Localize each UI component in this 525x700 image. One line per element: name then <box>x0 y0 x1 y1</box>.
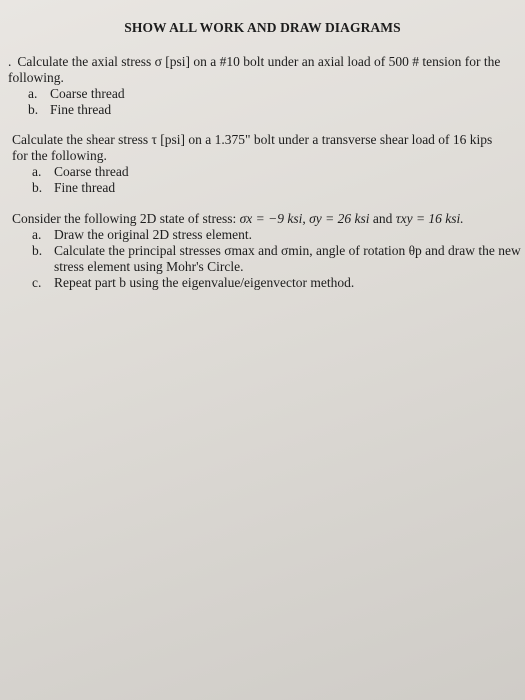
item-text: Calculate the principal stresses σmax and σmin, angle of rotation θp and draw the new stress element using Mohr's Circle. <box>54 243 521 274</box>
item-label: b. <box>32 243 43 258</box>
question-3-item-c <box>12 275 522 291</box>
item-text: Fine thread <box>50 102 112 117</box>
page-title: SHOW ALL WORK AND DRAW DIAGRAMS <box>124 20 401 35</box>
item-text: Coarse thread <box>54 164 129 179</box>
question-1-item-a <box>8 86 518 102</box>
sigma-x-value: σx = −9 ksi <box>239 211 303 226</box>
question-1 <box>8 54 518 118</box>
question-1-line-1: Calculate the axial stress σ [psi] on a #10 bolt under an axial load of 500 # tension for the <box>17 54 501 69</box>
question-3-intro-prefix: Consider the following 2D state of stress: <box>12 211 240 226</box>
question-3-item-a <box>12 227 522 243</box>
item-label: b. <box>28 102 39 117</box>
question-3 <box>12 211 522 291</box>
question-3-item-b <box>12 243 522 275</box>
item-text: Fine thread <box>54 180 116 195</box>
item-text: Coarse thread <box>50 86 125 101</box>
tau-xy-value: τxy = 16 ksi. <box>395 211 464 226</box>
sigma-y-value: σy = 26 ksi <box>309 211 370 226</box>
question-1-marker: . <box>8 54 12 69</box>
question-1-item-b <box>8 102 518 118</box>
item-text: Repeat part b using the eigenvalue/eigenvector method. <box>54 275 355 290</box>
item-label: b. <box>32 180 43 195</box>
question-2-item-b <box>12 180 517 196</box>
item-label: c. <box>32 275 42 290</box>
item-label: a. <box>32 227 42 242</box>
question-1-line-2: following. <box>8 70 64 85</box>
item-text: Draw the original 2D stress element. <box>54 227 252 242</box>
item-label: a. <box>32 164 42 179</box>
question-2-item-a <box>12 164 517 180</box>
question-2 <box>12 132 517 196</box>
question-3-intro: Consider the following 2D state of stress: σx = −9 ksi, σy = 26 ksi and τxy = 16 ksi. <box>12 211 464 226</box>
question-2-line-1: Calculate the shear stress τ [psi] on a 1.375" bolt under a transverse shear load of 16 kips <box>12 132 493 147</box>
item-label: a. <box>28 86 38 101</box>
question-1-text <box>8 54 518 70</box>
question-2-line-2: for the following. <box>12 148 107 163</box>
